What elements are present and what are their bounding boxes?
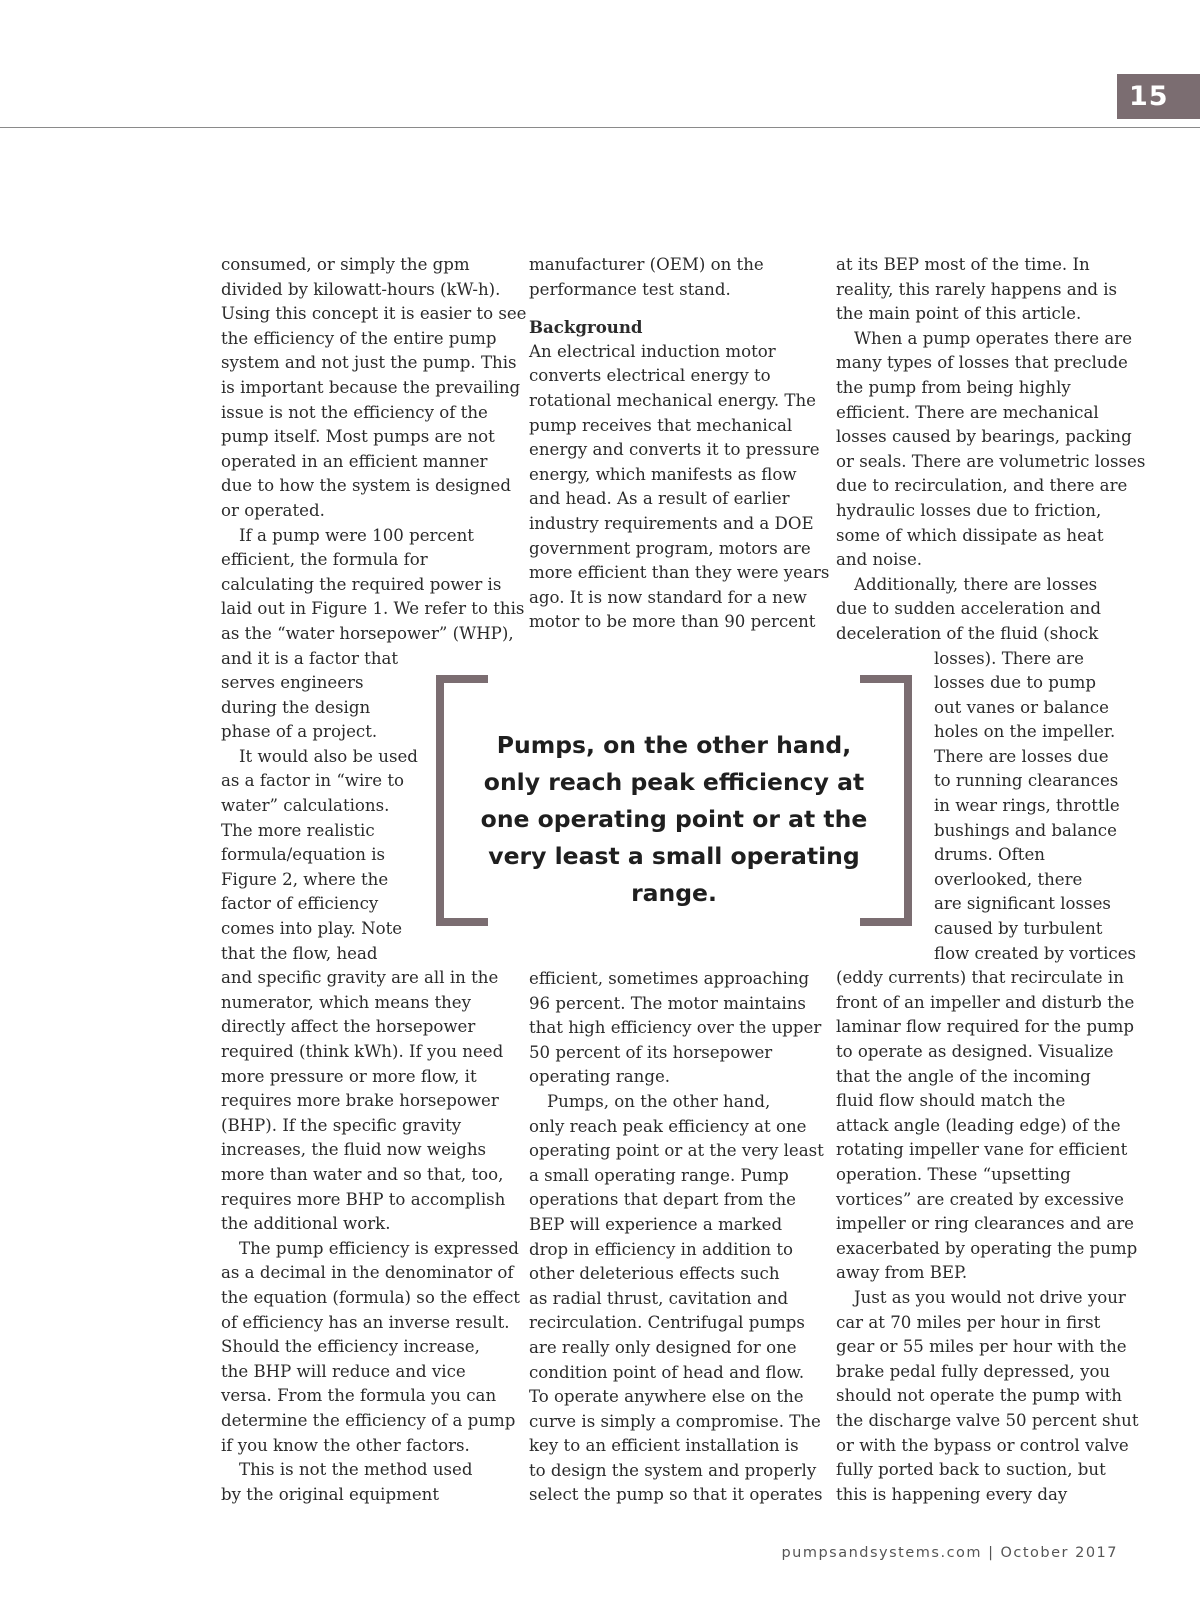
text-line: If a pump were 100 percent <box>239 525 474 545</box>
text-line: An electrical induction motor <box>529 341 776 361</box>
text-line: water” calculations. <box>221 796 390 816</box>
text-line: car at 70 miles per hour in first <box>836 1312 1101 1332</box>
text-line: are significant losses <box>934 894 1111 914</box>
text-line: determine the efficiency of a pump <box>221 1410 516 1430</box>
text-line: attack angle (leading edge) of the <box>836 1115 1121 1135</box>
text-line: of efficiency has an inverse result. <box>221 1312 510 1332</box>
text-line: requires more brake horsepower <box>221 1091 499 1111</box>
text-line: efficient. There are mechanical <box>836 402 1099 422</box>
text-line: the main point of this article. <box>836 304 1082 324</box>
text-line: comes into play. Note <box>221 919 403 939</box>
text-line: as the “water horsepower” (WHP), <box>221 623 514 643</box>
text-line: that the flow, head <box>221 943 378 963</box>
text-line: hydraulic losses due to friction, <box>836 500 1102 520</box>
text-line: BEP will experience a marked <box>529 1214 783 1234</box>
text-line: The more realistic <box>221 820 375 840</box>
text-line: pump receives that mechanical <box>529 415 793 435</box>
column-2-top <box>529 253 829 635</box>
text-line: as radial thrust, cavitation and <box>529 1288 789 1308</box>
text-line: laid out in Figure 1. We refer to this <box>221 599 525 619</box>
text-line: and head. As a result of earlier <box>529 489 790 509</box>
text-line: curve is simply a compromise. The <box>529 1411 821 1431</box>
text-line: versa. From the formula you can <box>221 1386 497 1406</box>
text-line: the efficiency of the entire pump <box>221 328 497 348</box>
text-line: the pump from being highly <box>836 377 1071 397</box>
text-line: ago. It is now standard for a new <box>529 587 807 607</box>
text-line: drop in efficiency in addition to <box>529 1239 793 1259</box>
text-line: exacerbated by operating the pump <box>836 1238 1138 1258</box>
text-line: rotating impeller vane for efficient <box>836 1140 1128 1160</box>
text-line: gear or 55 miles per hour with the <box>836 1337 1127 1357</box>
text-line: Using this concept it is easier to see <box>221 304 527 324</box>
text-line: many types of losses that preclude <box>836 353 1128 373</box>
text-line: industry requirements and a DOE <box>529 513 814 533</box>
text-line: The pump efficiency is expressed <box>239 1238 519 1258</box>
text-line: operating range. <box>529 1067 671 1087</box>
page-number: 15 <box>1117 74 1200 119</box>
text-line: deceleration of the fluid (shock <box>836 623 1099 643</box>
text-line: and it is a factor that <box>221 648 399 668</box>
text-line: at its BEP most of the time. In <box>836 255 1090 274</box>
text-line: When a pump operates there are <box>854 328 1133 348</box>
text-line: some of which dissipate as heat <box>836 525 1104 545</box>
text-line: increases, the fluid now weighs <box>221 1140 487 1160</box>
text-line: only reach peak efficiency at one <box>529 1116 807 1136</box>
header-rule <box>0 127 1200 128</box>
text-line: 96 percent. The motor maintains <box>529 993 806 1013</box>
text-line: It would also be used <box>239 746 418 766</box>
text-line: front of an impeller and disturb the <box>836 992 1135 1012</box>
footer-issue: October 2017 <box>1000 1545 1118 1561</box>
text-line: calculating the required power is <box>221 574 502 594</box>
text-line: Should the efficiency increase, <box>221 1337 480 1357</box>
text-line: bushings and balance <box>934 820 1117 840</box>
text-line: This is not the method used <box>239 1460 473 1480</box>
text-line: in wear rings, throttle <box>934 796 1120 816</box>
text-line: energy, which manifests as flow <box>529 464 797 484</box>
text-line: directly affect the horsepower <box>221 1017 476 1037</box>
text-line: caused by turbulent <box>934 919 1103 939</box>
text-line: laminar flow required for the pump <box>836 1017 1135 1037</box>
text-line: numerator, which means they <box>221 992 471 1012</box>
footer <box>700 1545 1118 1561</box>
column-3 <box>836 253 1146 1507</box>
text-line: issue is not the efficiency of the <box>221 402 488 422</box>
text-line: fully ported back to suction, but <box>836 1460 1106 1480</box>
text-line: formula/equation is <box>221 845 386 865</box>
text-line: that high efficiency over the upper <box>529 1018 822 1038</box>
text-line: serves engineers <box>221 673 364 693</box>
text-line: to running clearances <box>934 771 1119 791</box>
text-line: out vanes or balance <box>934 697 1109 717</box>
text-line: to operate as designed. Visualize <box>836 1042 1114 1061</box>
text-line: other deleterious effects such <box>529 1264 780 1284</box>
text-line: by the original equipment <box>221 1484 440 1504</box>
text-line: and specific gravity are all in the <box>221 968 499 988</box>
text-line: operations that depart from the <box>529 1190 796 1210</box>
text-line: is important because the prevailing <box>221 377 521 397</box>
pullquote-text: Pumps, on the other hand, only reach peak efficiency at one operating point or at the very least a small operating range. <box>480 731 868 907</box>
text-line: or seals. There are volumetric losses <box>836 451 1146 471</box>
text-line: the additional work. <box>221 1214 391 1234</box>
text-line: pump itself. Most pumps are not <box>221 427 495 447</box>
text-line: operated in an efficient manner <box>221 451 488 471</box>
text-line: 50 percent of its horsepower <box>529 1042 773 1062</box>
text-line: holes on the impeller. <box>934 722 1116 742</box>
text-line: impeller or ring clearances and are <box>836 1214 1134 1234</box>
text-line: if you know the other factors. <box>221 1435 470 1455</box>
text-line: operation. These “upsetting <box>836 1164 1071 1184</box>
text-line: To operate anywhere else on the <box>529 1387 804 1407</box>
text-line: drums. Often <box>934 845 1045 865</box>
text-line: more than water and so that, too, <box>221 1164 504 1184</box>
text-line: as a factor in “wire to <box>221 771 404 791</box>
column-2-intro <box>529 253 829 302</box>
text-line: system and not just the pump. This <box>221 353 517 373</box>
section-heading-background: Background <box>529 317 643 338</box>
text-line: away from BEP. <box>836 1263 968 1283</box>
text-line: vortices” are created by excessive <box>836 1189 1125 1209</box>
text-line: fluid flow should match the <box>836 1091 1066 1111</box>
text-line: recirculation. Centrifugal pumps <box>529 1313 805 1333</box>
text-line: that the angle of the incoming <box>836 1066 1091 1086</box>
text-line: flow created by vortices <box>934 943 1137 963</box>
text-line: (BHP). If the specific gravity <box>221 1115 462 1135</box>
text-line: select the pump so that it operates <box>529 1485 823 1505</box>
text-line: consumed, or simply the gpm <box>221 255 470 274</box>
text-line: divided by kilowatt-hours (kW-h). <box>221 279 501 299</box>
text-line: during the design <box>221 697 371 717</box>
text-line: or with the bypass or control valve <box>836 1435 1129 1455</box>
text-line: brake pedal fully depressed, you <box>836 1361 1111 1381</box>
text-line: the discharge valve 50 percent shut <box>836 1410 1139 1430</box>
text-line: more pressure or more flow, it <box>221 1066 477 1086</box>
text-line: Pumps, on the other hand, <box>547 1091 771 1111</box>
text-line: efficient, sometimes approaching <box>529 969 810 988</box>
text-line: overlooked, there <box>934 869 1083 889</box>
text-line: operating point or at the very least <box>529 1141 824 1161</box>
text-line: due to sudden acceleration and <box>836 599 1101 619</box>
text-line: condition point of head and flow. <box>529 1362 805 1382</box>
text-line: more efficient than they were years <box>529 563 830 583</box>
text-line: losses due to pump <box>934 673 1096 693</box>
text-line: the BHP will reduce and vice <box>221 1361 466 1381</box>
text-line: required (think kWh). If you need <box>221 1042 504 1061</box>
footer-separator: | <box>988 1545 995 1561</box>
footer-site: pumpsandsystems.com <box>781 1545 983 1561</box>
text-line: government program, motors are <box>529 538 811 558</box>
text-line: manufacturer (OEM) on the <box>529 255 764 274</box>
text-line: performance test stand. <box>529 279 731 299</box>
text-line: phase of a project. <box>221 722 378 742</box>
column-2-bottom <box>529 967 829 1508</box>
text-line: Just as you would not drive your <box>854 1287 1126 1307</box>
text-line: converts electrical energy to <box>529 366 771 386</box>
text-line: due to how the system is designed <box>221 476 511 496</box>
text-line: requires more BHP to accomplish <box>221 1189 506 1209</box>
text-line: to design the system and properly <box>529 1460 817 1480</box>
text-line: factor of efficiency <box>221 894 379 914</box>
text-line: should not operate the pump with <box>836 1386 1122 1406</box>
column-2-body <box>529 340 829 635</box>
text-line: or operated. <box>221 500 325 520</box>
text-line: as a decimal in the denominator of <box>221 1263 514 1283</box>
text-line: this is happening every day <box>836 1484 1068 1504</box>
text-line: Figure 2, where the <box>221 869 389 889</box>
text-line: Additionally, there are losses <box>854 574 1098 594</box>
text-line: are really only designed for one <box>529 1337 797 1357</box>
text-line: losses). There are <box>934 648 1084 668</box>
text-line: energy and converts it to pressure <box>529 440 820 460</box>
text-line: efficient, the formula for <box>221 550 428 570</box>
text-line: key to an efficient installation is <box>529 1436 799 1456</box>
text-line: rotational mechanical energy. The <box>529 390 816 410</box>
text-line: (eddy currents) that recirculate in <box>836 968 1124 988</box>
text-line: motor to be more than 90 percent <box>529 612 816 632</box>
text-line: There are losses due <box>934 746 1109 766</box>
text-line: due to recirculation, and there are <box>836 476 1128 496</box>
text-line: and noise. <box>836 550 923 570</box>
text-line: reality, this rarely happens and is <box>836 279 1118 299</box>
text-line: the equation (formula) so the effect <box>221 1287 520 1307</box>
text-line: a small operating range. Pump <box>529 1165 789 1185</box>
text-line: losses caused by bearings, packing <box>836 427 1132 447</box>
